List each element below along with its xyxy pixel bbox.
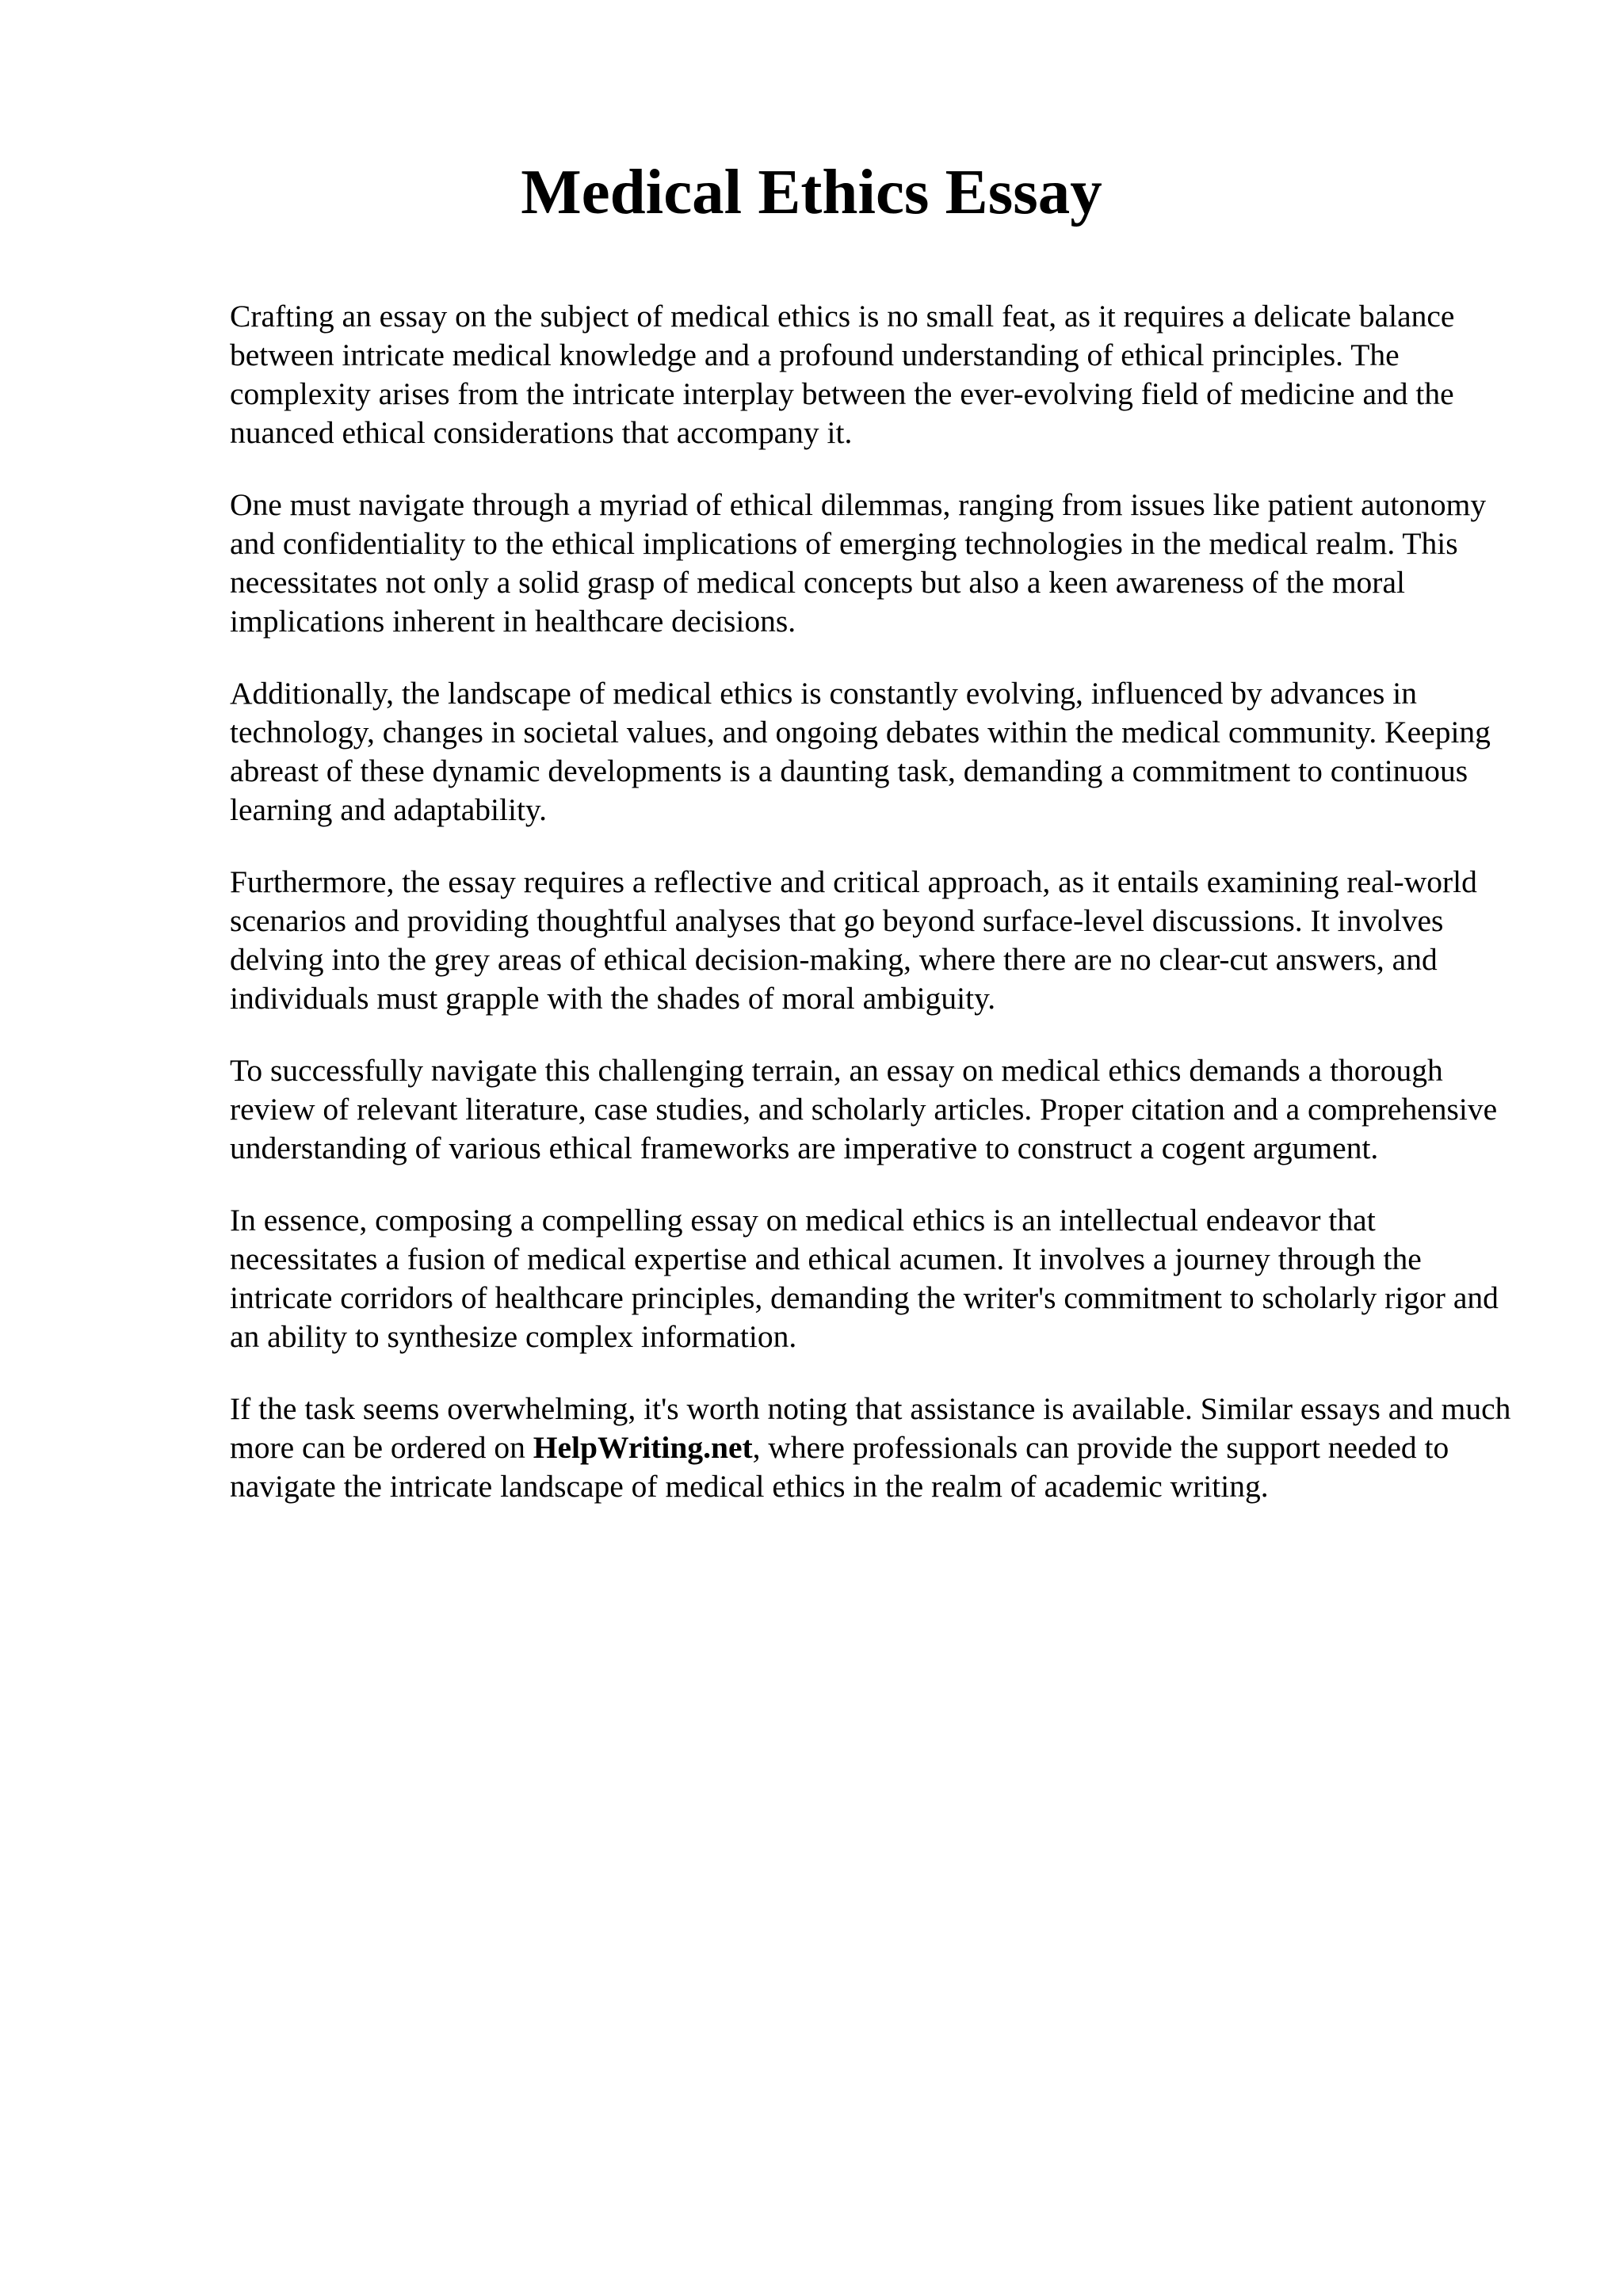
closing-text-before: If the task seems overwhelming, it's worth noting that assistance is available. Similar essays and much more can be ordered on bbox=[230, 1391, 1511, 1465]
page-title: Medical Ethics Essay bbox=[521, 156, 1102, 227]
paragraph-3: Additionally, the landscape of medical ethics is constantly evolving, influenced by advances in technology, changes in societal values, and ongoing debates within the medical community. Keeping abreast of these dynamic developments is a daunting task, demanding a commitment to continuous learning and adaptability. bbox=[230, 676, 1491, 827]
paragraph-6: In essence, composing a compelling essay on medical ethics is an intellectual endeavor that necessitates a fusion of medical expertise and ethical acumen. It involves a journey through the intricate corridors of healthcare principles, demanding the writer's commitment to scholarly rigor and an ability to synthesize complex information. bbox=[230, 1203, 1499, 1354]
paragraph-4: Furthermore, the essay requires a reflective and critical approach, as it entails examining real-world scenarios and providing thoughtful analyses that go beyond surface-level discussions. It involves delving into the grey areas of ethical decision-making, where there are no clear-cut answers, and individuals must grapple with the shades of moral ambiguity. bbox=[230, 864, 1477, 1016]
paragraph-5: To successfully navigate this challenging terrain, an essay on medical ethics demands a thorough review of relevant literature, case studies, and scholarly articles. Proper citation and a comprehensive understanding of various ethical frameworks are imperative to construct a cogent argument. bbox=[230, 1053, 1498, 1165]
closing-text-after: , where professionals can provide the support needed to navigate the intricate landscape of medical ethics in the realm of academic writing. bbox=[230, 1430, 1449, 1504]
paragraph-1: Crafting an essay on the subject of medical ethics is no small feat, as it requires a delicate balance between intricate medical knowledge and a profound understanding of ethical principles. The complexity arises from the intricate interplay between the ever-evolving field of medicine and the nuanced ethical considerations that accompany it. bbox=[230, 299, 1455, 450]
brand-link[interactable]: HelpWriting.net bbox=[533, 1430, 753, 1465]
paragraph-closing bbox=[230, 1390, 1529, 1506]
essay-body bbox=[230, 297, 1529, 1539]
paragraph-2: One must navigate through a myriad of ethical dilemmas, ranging from issues like patient autonomy and confidentiality to the ethical implications of emerging technologies in the medical realm. This necessitates not only a solid grasp of medical concepts but also a keen awareness of the moral implications inherent in healthcare decisions. bbox=[230, 487, 1487, 639]
